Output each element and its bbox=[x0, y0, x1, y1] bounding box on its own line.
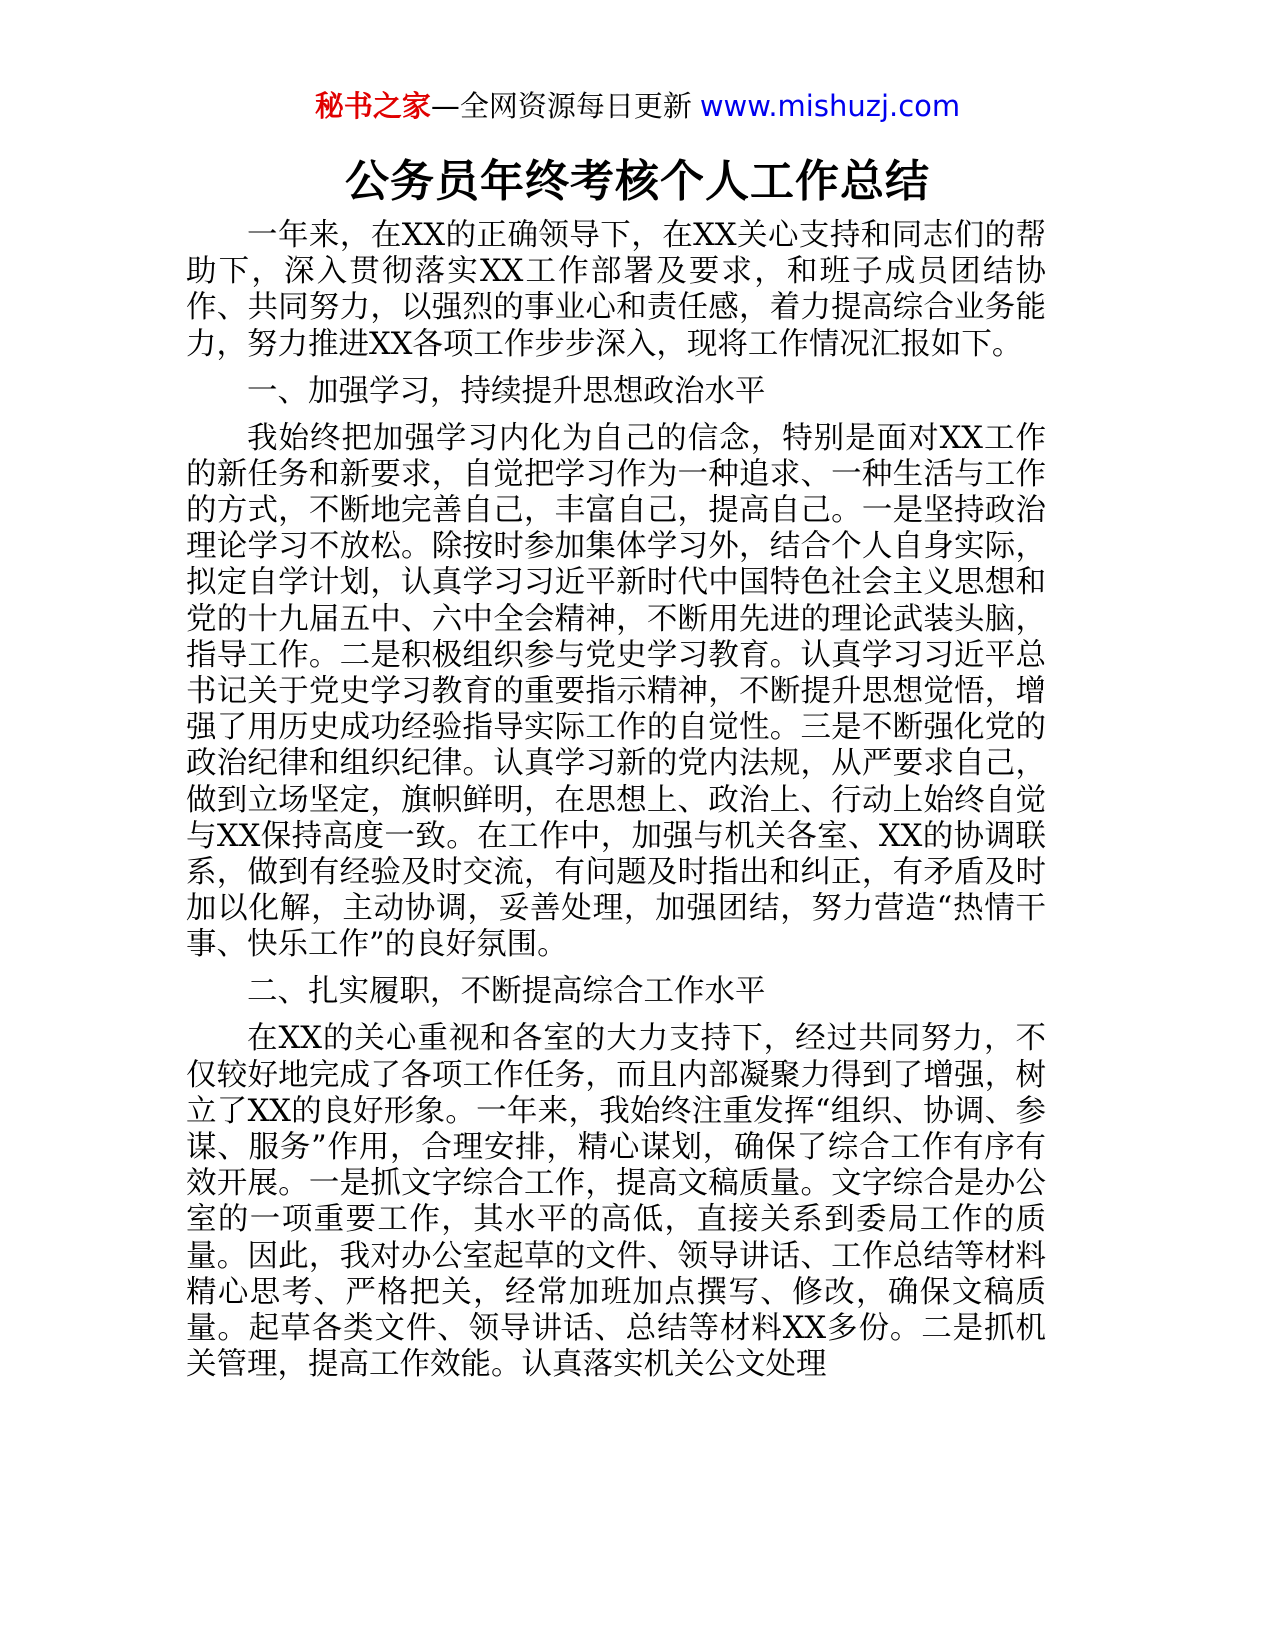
document-body bbox=[186, 218, 1046, 1383]
document-title: 公务员年终考核个人工作总结 bbox=[345, 156, 930, 207]
site-url-link[interactable]: www.mishuzj.com bbox=[699, 89, 961, 123]
site-slogan: —全网资源每日更新 bbox=[430, 89, 692, 123]
section-2-paragraph: 在XX的关心重视和各室的大力支持下，经过共同努力，不仅较好地完成了各项工作任务，而且内部凝聚力得到了增强，树立了XX的良好形象。一年来，我始终注重发挥“组织、协调、参谋、服务”作用，合理安排，精心谋划，确保了综合工作有序有效开展。一是抓文字综合工作，提高文稿质量。文字综合是办公室的一项重要工作，其水平的高低，直接关系到委局工作的质量。因此，我对办公室起草的文件、领导讲话、工作总结等材料精心思考、严格把关，经常加班加点撰写、修改，确保文稿质量。起草各类文件、领导讲话、总结等材料XX多份。二是抓机关管理，提高工作效能。认真落实机关公文处理 bbox=[186, 1021, 1046, 1383]
section-heading-2: 二、扎实履职，不断提高综合工作水平 bbox=[247, 974, 766, 1010]
site-name: 秘书之家 bbox=[314, 89, 431, 123]
section-1-paragraph: 我始终把加强学习内化为自己的信念，特别是面对XX工作的新任务和新要求，自觉把学习作为一种追求、一种生活与工作的方式，不断地完善自己，丰富自己，提高自己。一是坚持政治理论学习不放松。除按时参加集体学习外，结合个人自身实际，拟定自学计划，认真学习习近平新时代中国特色社会主义思想和党的十九届五中、六中全会精神，不断用先进的理论武装头脑，指导工作。二是积极组织参与党史学习教育。认真学习习近平总书记关于党史学习教育的重要指示精神，不断提升思想觉悟，增强了用历史成功经验指导实际工作的自觉性。三是不断强化党的政治纪律和组织纪律。认真学习新的党内法规，从严要求自己，做到立场坚定，旗帜鲜明，在思想上、政治上、行动上始终自觉与XX保持高度一致。在工作中，加强与机关各室、XX的协调联系，做到有经验及时交流，有问题及时指出和纠正，有矛盾及时加以化解，主动协调，妥善处理，加强团结，努力营造“热情干事、快乐工作”的良好氛围。 bbox=[186, 420, 1046, 963]
section-heading-1: 一、加强学习，持续提升思想政治水平 bbox=[247, 373, 766, 409]
intro-paragraph: 一年来，在XX的正确领导下，在XX关心支持和同志们的帮助下，深入贯彻落实XX工作部署及要求，和班子成员团结协作、共同努力，以强烈的事业心和责任感，着力提高综合业务能力，努力推进XX各项工作步步深入，现将工作情况汇报如下。 bbox=[186, 218, 1046, 362]
site-header bbox=[0, 86, 1275, 126]
